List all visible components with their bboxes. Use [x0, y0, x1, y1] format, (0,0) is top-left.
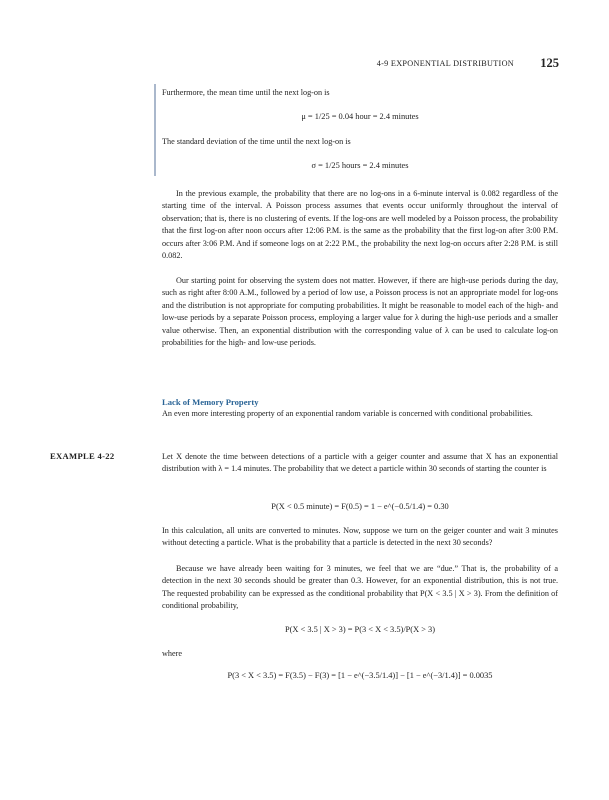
equation-1: P(X < 0.5 minute) = F(0.5) = 1 − e^(−0.5/1.4) = 0.30 — [271, 502, 449, 511]
sd-intro: The standard deviation of the time until the next log-on is — [162, 137, 351, 146]
header-section-title: 4-9 EXPONENTIAL DISTRIBUTION — [376, 59, 514, 68]
margin-rule — [154, 84, 156, 176]
equation-2: P(X < 3.5 | X > 3) = P(3 < X < 3.5)/P(X > 3) — [284, 625, 436, 634]
paragraph-calculation: In this calculation, all units are converted to minutes. Now, suppose we turn on the geiger counter and wait 3 minutes without detecting a particle. What is the probability that a particle is detected in the next 30 seconds? — [162, 526, 558, 548]
where-label: where — [162, 649, 183, 658]
paragraph-previous-example: In the previous example, the probability that there are no log-ons in a 6-minute interval is 0.082 regardless of the starting time of the interval. A Poisson process assumes that events occur uniformly throughout the interval of observation; that is, there is no clustering of events. If the log-ons are well modeled by a Poisson process, the probability that the first log-on after noon occurs after 12:06 P.M. is the same as the probability that the first log-on after 3:00 P.M. occurs after 3:06 P.M. And if someone logs on at 2:22 P.M., the probability the next log-on occurs after 2:28 P.M. is still 0.082. — [162, 189, 558, 261]
mean-intro: Furthermore, the mean time until the next log-on is — [162, 88, 330, 97]
equation-3: P(3 < X < 3.5) = F(3.5) − F(3) = [1 − e^(−3.5/1.4)] − [1 − e^(−3/1.4)] = 0.0035 — [227, 671, 493, 680]
mean-equation: μ = 1/25 = 0.04 hour = 2.4 minutes — [301, 112, 419, 121]
paragraph-because: Because we have already been waiting for 3 minutes, we feel that we are “due.” That is, the probability of a detection in the next 30 seconds should be greater than 0.3. However, for an exponential distribution, this is not true. The requested probability can be expressed as the conditional probability that P(X < 3.5 | X > 3). From the definition of conditional probability, — [162, 564, 558, 611]
section-text: An even more interesting property of an exponential random variable is concerned with conditional probabilities. — [162, 409, 533, 419]
sd-equation: σ = 1/25 hours = 2.4 minutes — [311, 161, 409, 170]
example-text: Let X denote the time between detections of a particle with a geiger counter and assume that X has an exponential distribution with λ = 1.4 minutes. The probability that we detect a particle within 30 seconds of starting the counter is — [162, 452, 558, 474]
example-label: EXAMPLE 4-22 — [50, 451, 115, 461]
section-heading: Lack of Memory Property — [162, 397, 259, 407]
running-header — [0, 58, 609, 72]
page-number: 125 — [540, 56, 559, 70]
paragraph-starting-point: Our starting point for observing the system does not matter. However, if there are high-use periods during the day, such as right after 8:00 A.M., followed by a period of low use, a Poisson process is not an appropriate model for log-ons and the distribution is not appropriate for computing probabilities. It might be reasonable to model each of the high- and low-use periods by a separate Poisson process, employing a larger value for λ during the high-use periods and a smaller value otherwise. Then, an exponential distribution with the corresponding value of λ can be used to calculate log-on probabilities for the high- and low-use periods. — [162, 276, 558, 348]
section-lack-of-memory — [162, 396, 558, 421]
